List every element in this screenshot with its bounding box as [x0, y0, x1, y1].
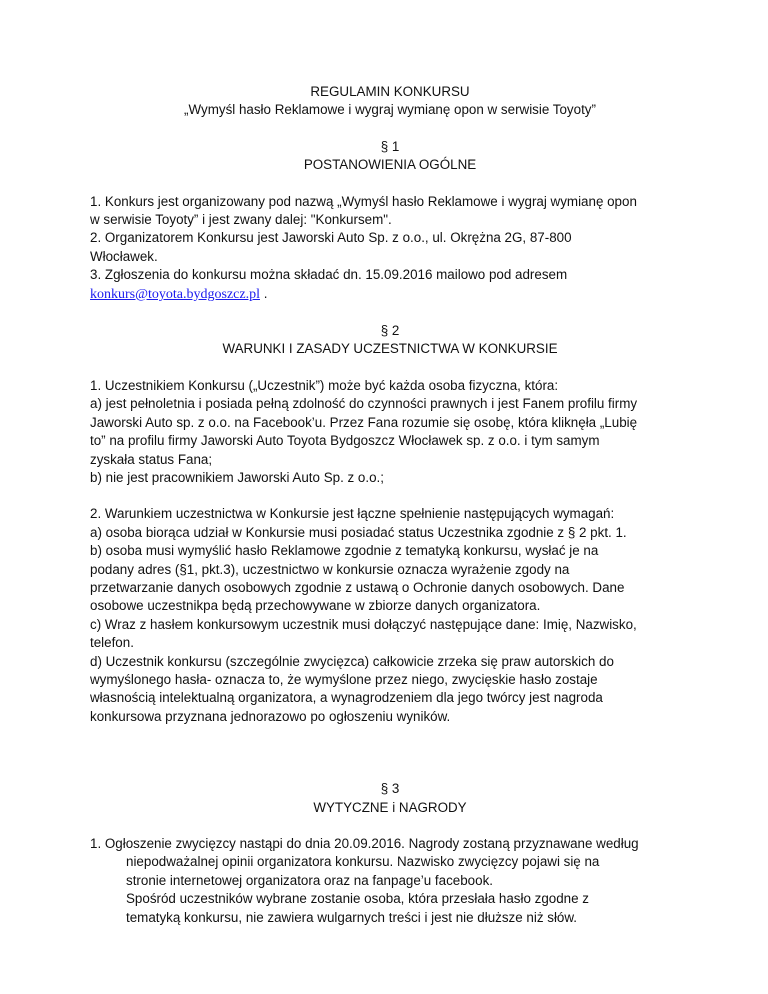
document-title: REGULAMIN KONKURSU — [310, 84, 470, 99]
section-2-heading: WARUNKI I ZASADY UCZESTNICTWA W KONKURSIE — [222, 341, 558, 357]
section-1-email-line — [90, 285, 690, 304]
email-link[interactable]: konkurs@toyota.bydgoszcz.pl — [90, 286, 260, 302]
section-2-line: podany adres (§1, pkt.3), uczestnictwo w konkursie oznacza wyrażenie zgody na — [90, 561, 570, 577]
section-2-line: własnością intelektualną organizatora, a wynagrodzeniem dla jego twórcy jest nagroda — [90, 690, 603, 706]
section-2-line: konkursowa przyznana jednorazowo po ogłoszeniu wyników. — [90, 708, 451, 724]
section-3-first-line: 1. Ogłoszenie zwycięzcy nastąpi do dnia 20.09.2016. Nagrody zostaną przyznawane według — [90, 836, 639, 851]
section-2-line: a) jest pełnoletnia i posiada pełną zdolność do czynności prawnych i jest Fanem profilu firmy — [90, 396, 638, 412]
section-3-line: Spośród uczestników wybrane zostanie osoba, która przesłała hasło zgodne z — [126, 891, 589, 907]
section-2-line: b) nie jest pracownikiem Jaworski Auto Sp. z o.o.; — [90, 469, 384, 485]
section-2-line: to” na profilu firmy Jaworski Auto Toyota Bydgoszcz Włocławek sp. z o.o. i tym samym — [90, 433, 600, 449]
section-2-line: Jaworski Auto sp. z o.o. na Facebook’u. Przez Fana rozumie się osobę, która kliknęła „Lubię — [90, 414, 638, 430]
section-3-line: niepodważalnej opinii organizatora konkursu. Nazwisko zwycięzcy pojawi się na — [126, 854, 600, 870]
email-trailing: . — [259, 285, 268, 301]
section-2-line: 1. Uczestnikiem Konkursu („Uczestnik”) może być każda osoba fizyczna, która: — [90, 377, 559, 393]
section-2-line: osobowe uczestnikpa będą przechowywane w zbiorze danych organizatora. — [90, 598, 541, 614]
section-3-heading: WYTYCZNE i NAGRODY — [313, 799, 467, 815]
section-1-paragraph-1a: 1. Konkurs jest organizowany pod nazwą „Wymyśl hasło Reklamowe i wygraj wymianę opon — [90, 193, 637, 209]
section-3-symbol: § 3 — [380, 781, 400, 797]
section-2-line: przetwarzanie danych osobowych zgodnie z ustawą o Ochronie danych osobowych. Dane — [90, 579, 625, 595]
section-2-symbol: § 2 — [380, 323, 400, 339]
section-1-paragraph-1b: w serwisie Toyoty” i jest zwany dalej: "Konkursem". — [90, 212, 392, 228]
section-2-line: 2. Warunkiem uczestnictwa w Konkursie jest łączne spełnienie następujących wymagań: — [90, 506, 615, 522]
section-1-symbol: § 1 — [380, 138, 400, 154]
section-2-line: telefon. — [90, 635, 134, 651]
section-1-paragraph-2b: Włocławek. — [90, 248, 158, 264]
document-content — [90, 83, 690, 927]
section-2-line: zyskała status Fana; — [90, 451, 213, 467]
section-1-paragraph-3: 3. Zgłoszenia do konkursu można składać dn. 15.09.2016 mailowo pod adresem — [90, 267, 568, 283]
section-2-line: d) Uczestnik konkursu (szczególnie zwycięzca) całkowicie zrzeka się praw autorskich do — [90, 653, 614, 669]
section-2-line: b) osoba musi wymyślić hasło Reklamowe zgodnie z tematyką konkursu, wysłać je na — [90, 543, 599, 559]
section-3-line: tematyką konkursu, nie zawiera wulgarnych treści i jest nie dłuższe niż słów. — [126, 909, 578, 925]
section-2-line: a) osoba biorąca udział w Konkursie musi posiadać status Uczestnika zgodnie z § 2 pkt. 1. — [90, 524, 627, 540]
section-2-line: wymyślonego hasła- oznacza to, że wymyślone przez niego, zwycięskie hasło zostaje — [90, 671, 598, 687]
section-1-paragraph-2a: 2. Organizatorem Konkursu jest Jaworski Auto Sp. z o.o., ul. Okrężna 2G, 87-800 — [90, 230, 572, 246]
document-subtitle: „Wymyśl hasło Reklamowe i wygraj wymianę opon w serwisie Toyoty” — [184, 102, 596, 118]
section-2-line: c) Wraz z hasłem konkursowym uczestnik musi dołączyć następujące dane: Imię, Nazwisko, — [90, 616, 637, 632]
section-1-heading: POSTANOWIENIA OGÓLNE — [303, 157, 477, 173]
section-3-line: stronie internetowej organizatora oraz na fanpage’u facebook. — [126, 872, 493, 888]
